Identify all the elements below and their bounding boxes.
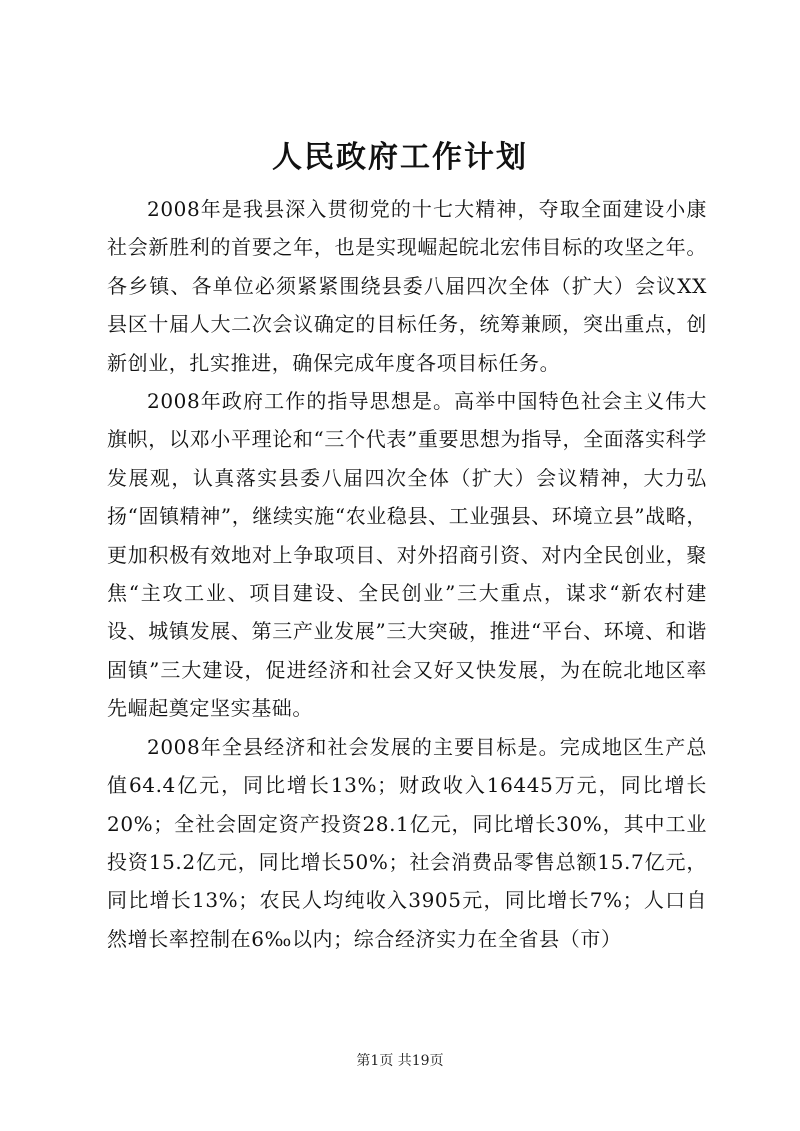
document-title: 人民政府工作计划 xyxy=(272,140,528,175)
page-number-footer: 第1页 共19页 xyxy=(356,1053,444,1069)
paragraph-guiding-ideology: 2008年政府工作的指导思想是。高举中国特色社会主义伟大旗帜，以邓小平理论和“三个代表”重要思想为指导，全面落实科学发展观，认真落实县委八届四次全体（扩大）会议精神，大力弘扬“固镇精神”，继续实施“农业稳县、工业强县、环境立县”战略，更加积极有效地对上争取项目、对外招商引资、对内全民创业，聚焦“主攻工业、项目建设、全民创业”三大重点，谋求“新农村建设、城镇发展、第三产业发展”三大突破，推进“平台、环境、和谐固镇”三大建设，促进经济和社会又好又快发展，为在皖北地区率先崛起奠定坚实基础。 xyxy=(107,389,707,721)
paragraph-main-targets: 2008年全县经济和社会发展的主要目标是。完成地区生产总值64.4亿元，同比增长13%；财政收入16445万元，同比增长20%；全社会固定资产投资28.1亿元，同比增长30%，其中工业投资15.2亿元，同比增长50%；社会消费品零售总额15.7亿元，同比增长13%；农民人均纯收入3905元，同比增长7%；人口自然增长率控制在6‰以内；综合经济实力在全省县（市） xyxy=(107,734,707,951)
paragraph-intro: 2008年是我县深入贯彻党的十七大精神，夺取全面建设小康社会新胜利的首要之年，也是实现崛起皖北宏伟目标的攻坚之年。各乡镇、各单位必须紧紧围绕县委八届四次全体（扩大）会议XX县区十届人大二次会议确定的目标任务，统筹兼顾，突出重点，创新创业，扎实推进，确保完成年度各项目标任务。 xyxy=(107,197,707,375)
document-body xyxy=(107,190,707,958)
